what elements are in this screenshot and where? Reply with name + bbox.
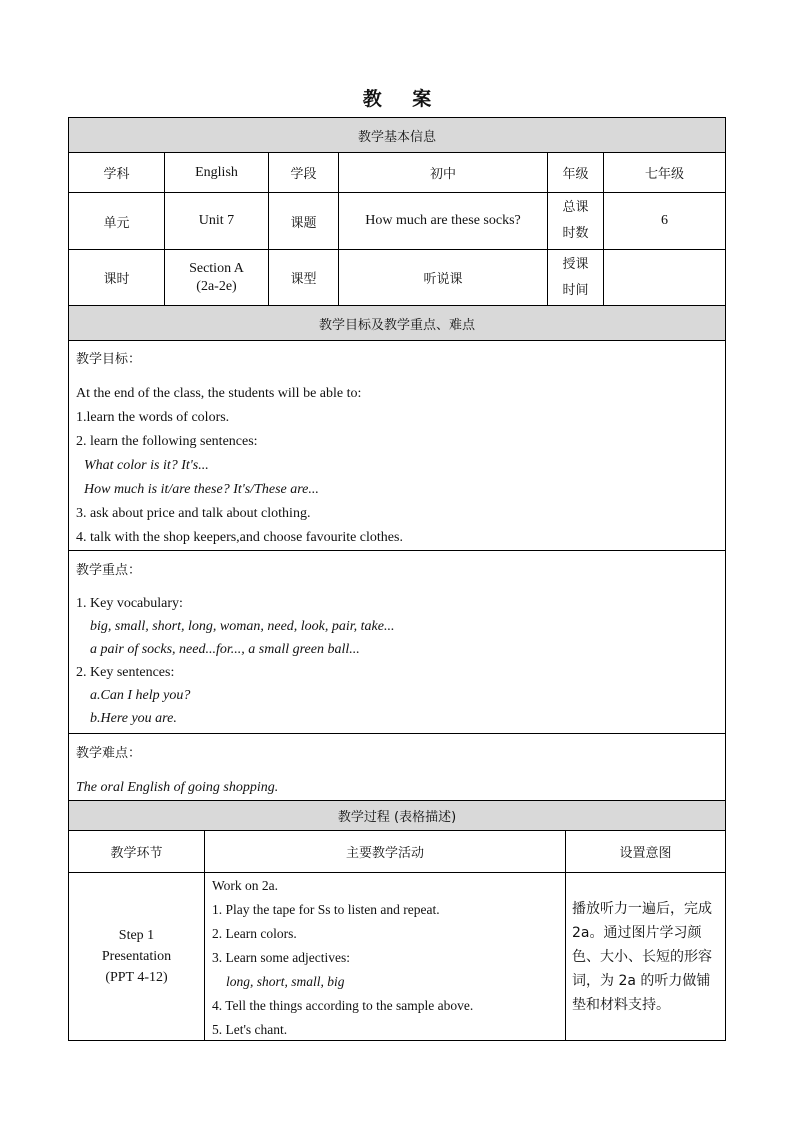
period-value-line-2: (2a-2e) [196,278,237,294]
teaching-time-label-line-1: 授课 [562,256,589,272]
objective-item: 2. learn the following sentences: [76,434,258,449]
section-header-process: 教学过程 (表格描述) [68,800,726,831]
key-sentences-heading: 2. Key sentences: [76,665,175,680]
topic-label: 课题 [268,192,339,250]
period-value [164,249,269,306]
stage-value: 初中 [338,152,548,193]
activity-line: Work on 2a. [212,878,279,893]
grade-value: 七年级 [603,152,726,193]
objective-item: 3. ask about price and talk about clothing. [76,506,311,521]
activity-line: 4. Tell the things according to the sample above. [212,998,474,1013]
process-intent-cell: 播放听力一遍后，完成2a。通过图片学习颜色、大小、长短的形容词，为 2a 的听力做铺垫和材料支持。 [565,872,726,1041]
total-periods-label-line-1: 总课 [562,200,589,215]
process-step-cell [68,872,205,1041]
key-vocab-line: a pair of socks, need...for..., a small green ball... [90,642,360,657]
objective-item: 1.learn the words of colors. [76,410,230,425]
step-name: Presentation [101,949,172,964]
subject-value: English [164,152,269,193]
total-periods-label-line-2: 时数 [562,226,589,241]
key-vocab-line: big, small, short, long, woman, need, look, pair, take... [90,619,395,634]
objective-example: What color is it? It's... [84,458,209,473]
section-header-goals: 教学目标及教学重点、难点 [68,305,726,341]
process-activities-cell [204,872,566,1041]
objective-item: 4. talk with the shop keepers,and choose favourite clothes. [76,530,403,545]
activity-line: 1. Play the tape for Ss to listen and repeat. [212,902,440,917]
activity-line: long, short, small, big [226,974,345,989]
period-value-line-1: Section A [189,260,244,276]
total-periods-value: 6 [603,192,726,250]
difficulties-block [68,733,726,801]
topic-value: How much are these socks? [338,192,548,250]
key-sentence: b.Here you are. [90,711,177,726]
objectives-intro: At the end of the class, the students will be able to: [76,386,362,401]
step-number: Step 1 [118,928,155,943]
objectives-label: 教学目标： [76,352,142,367]
process-header-activities: 主要教学活动 [204,830,566,873]
process-header-stage: 教学环节 [68,830,205,873]
step-ppt-range: (PPT 4-12) [105,970,168,985]
stage-label: 学段 [268,152,339,193]
subject-label: 学科 [68,152,165,193]
unit-label: 单元 [68,192,165,250]
teaching-time-label [547,249,604,306]
key-vocab-heading: 1. Key vocabulary: [76,596,183,611]
unit-value: Unit 7 [164,192,269,250]
difficulties-label: 教学难点： [76,746,142,761]
activity-line: 5. Let's chant. [212,1022,288,1037]
period-label: 课时 [68,249,165,306]
difficulties-text: The oral English of going shopping. [76,780,279,795]
document-title: 教 案 [362,88,444,110]
lesson-type-label: 课型 [268,249,339,306]
teaching-time-label-line-2: 时间 [562,282,589,298]
key-points-label: 教学重点： [76,563,142,578]
activity-line: 2. Learn colors. [212,926,297,941]
grade-label: 年级 [547,152,604,193]
objective-example: How much is it/are these? It's/These are... [84,482,319,497]
process-header-intent: 设置意图 [565,830,726,873]
teaching-time-value [603,249,726,306]
total-periods-label [547,192,604,250]
key-points-block [68,550,726,734]
activity-line: 3. Learn some adjectives: [212,950,350,965]
lesson-type-value: 听说课 [338,249,548,306]
section-header-basic-info: 教学基本信息 [68,117,726,153]
objectives-block [68,340,726,551]
key-sentence: a.Can I help you? [90,688,191,703]
